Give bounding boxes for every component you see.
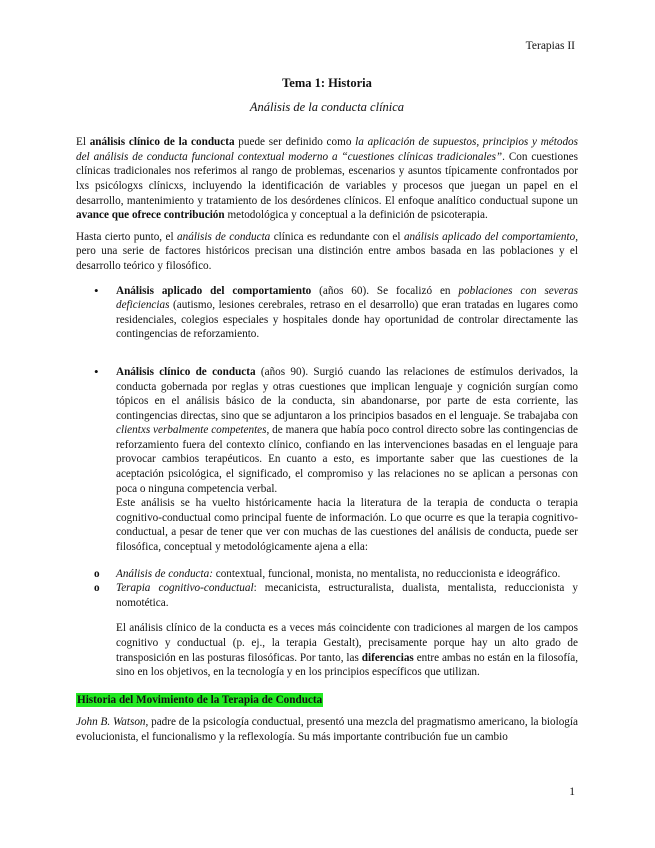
bullet-list: [76, 284, 578, 555]
author-name: John B. Watson: [76, 716, 146, 729]
page-number: 1: [569, 786, 575, 798]
sublist-item-terapia: o Terapia cognitivo-conductual: mecanicista, estructuralista, dualista, mentalista, reduccionista y nomotética.: [116, 581, 578, 610]
section-title-historia: Historia del Movimiento de la Terapia de Conducta: [77, 693, 323, 706]
sublist-item-analisis: o Análisis de conducta: contextual, funcional, monista, no mentalista, no reduccionista e ideográfico.: [116, 567, 578, 582]
comparison-sublist: [76, 567, 578, 611]
page-title: Tema 1: Historia: [282, 76, 372, 90]
paragraph-coincidence: El análisis clínico de la conducta es a veces más coincidente con tradiciones al margen de los campos cognitivo y conductual (p. ej., la terapia Gestalt), precisamente porque hay un alto grado de transposición en las posturas filosóficas. Por tanto, las diferencias entre ambas no están en la filosofía, sino en los objetivos, en la tecnología y en los principios específicos que utilizan.: [116, 622, 579, 679]
page-content: [76, 76, 578, 752]
term-avance: avance que ofrece contribución: [76, 209, 225, 222]
bullet-item-aplicado: • Análisis aplicado del comportamiento (años 60). Se focalizó en poblaciones con severas deficiencias (autismo, lesiones cerebrales, retraso en el desarrollo) que eran tratadas en lugares como residenciales, colegios especiales y hospitales donde hay oportunidad de controlar directamente las contingencias de reforzamiento.: [116, 284, 578, 342]
bullet-item-clinico: • Análisis clínico de conducta (años 90). Surgió cuando las relaciones de estímulos derivados, la conducta gobernada por reglas y otras cuestiones que implican lenguaje y cognición surgían como tópicos en el análisis básico de la conducta, sin abandonarse, por parte de esta corriente, las contingencias directas, sino que se adjuntaron a los principios basados en el lenguaje. Se trabajaba con clientxs verbalmente competentes, de manera que había poco control directo sobre las contingencias de reforzamiento fuera del contexto clínico, confiando en las intervenciones basadas en el lenguaje para provocar cambios terapéuticos. En cuanto a esto, es importante saber que las cuestiones de la aceptación psicológica, el significado, el compromiso y las relaciones no se aplican a personas con poca o ninguna competencia verbal. Este análisis se ha vuelto históricamente hacia la literatura de la terapia de conducta o terapia cognitivo-conductual como principal fuente de información. Lo que ocurre es que la terapia cognitivo-conductual, a pesar de tener que ver con muchas de las cuestiones del análisis de conducta, puede ser filosófica, conceptual y metodológicamente ajena a ella:: [116, 365, 578, 555]
term-analisis-clinico: análisis clínico de la conducta: [89, 136, 235, 149]
paragraph-definition: El análisis clínico de la conducta puede ser definido como la aplicación de supuestos, principios y métodos del análisis de conducta funcional contextual moderno a “cuestiones clínicas tradicionales”. Con cuestiones clínicas tradicionales nos referimos al rango de problemas, escenarios y asuntos típicamente confrontados por lxs psicólogxs clínicxs, incluyendo la identificación de variables y procesos que juegan un papel en el desarrollo, mantenimiento y tratamiento de los desórdenes clínicos. El enfoque analítico conductual supone un avance que ofrece contribución metodológica y conceptual a la definición de psicoterapia.: [76, 136, 578, 222]
running-header: Terapias II: [525, 40, 575, 52]
definition-quote: la aplicación de supuestos, principios y métodos del análisis de conducta funcional contextual moderno a “cuestiones clínicas tradicionales”: [76, 136, 578, 163]
page-subtitle: Análisis de la conducta clínica: [249, 99, 405, 114]
bullet-item-clinico-paragraph-2: Este análisis se ha vuelto históricamente hacia la literatura de la terapia de conducta o terapia cognitivo-conductual como principal fuente de información. Lo que ocurre es que la terapia cognitivo-conductual, a pesar de tener que ver con muchas de las cuestiones del análisis de conducta, puede ser filosófica, conceptual y metodológicamente ajena a ella:: [116, 497, 578, 554]
paragraph-watson: John B. Watson, padre de la psicología conductual, presentó una mezcla del pragmatismo americano, la biología evolucionista, el funcionalismo y la reflexología. Su más importante contribución fue un cambio: [76, 716, 578, 743]
paragraph-redundancy: Hasta cierto punto, el análisis de conducta clínica es redundante con el análisis aplicado del comportamiento, pero una serie de factores históricos precisan una distinción entre ambos basada en las poblaciones y el desarrollo teórico y filosófico.: [76, 230, 578, 272]
